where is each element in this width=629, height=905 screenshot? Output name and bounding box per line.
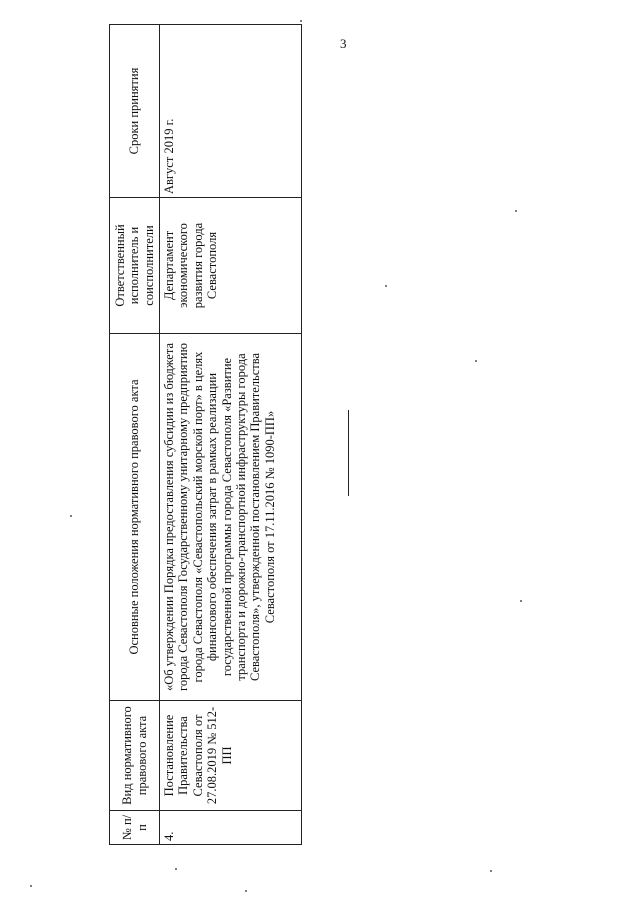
table-header-row <box>110 25 160 845</box>
separator-line <box>348 410 349 496</box>
scan-speck <box>300 20 302 22</box>
table-row <box>160 25 302 845</box>
header-num: № п/п <box>110 811 160 845</box>
header-deadline: Сроки принятия <box>110 25 160 198</box>
scan-speck <box>520 600 522 602</box>
scan-speck <box>475 360 477 362</box>
header-responsible: Ответственный исполнитель и соисполнители <box>110 198 160 334</box>
rotated-table-wrapper <box>109 60 302 845</box>
scan-speck <box>70 515 72 517</box>
row-responsible: Департамент экономического развития города Севастополя <box>160 198 302 334</box>
header-act-content: Основные положения нормативного правового акта <box>110 334 160 701</box>
scan-speck <box>175 868 177 870</box>
scan-speck <box>515 210 517 212</box>
row-num: 4. <box>160 811 302 845</box>
row-deadline: Август 2019 г. <box>160 25 302 198</box>
page-number: 3 <box>340 36 347 51</box>
scan-speck <box>30 885 32 887</box>
scan-speck <box>490 870 492 872</box>
row-act-type: Постановление Правительства Севастополя от 27.08.2019 № 512-ПП <box>160 701 302 811</box>
row-act-content: «Об утверждении Порядка предоставления субсидии из бюджета города Севастополя Государственному унитарному предприятию города Севастополя «Севастопольский морской порт» в целях финансового обеспечения затрат в рамках реализации государственной программы города Севастополя «Развитие транспорта и дорожно-транспортной инфраструктуры города Севастополя», утвержденной постановлением Правительства Севастополя от 17.11.2016 № 1090-ПП» <box>160 334 302 701</box>
header-act-type: Вид нормативного правового акта <box>110 701 160 811</box>
scan-speck <box>385 285 387 287</box>
legal-acts-table <box>109 24 302 845</box>
scan-speck <box>245 890 247 892</box>
